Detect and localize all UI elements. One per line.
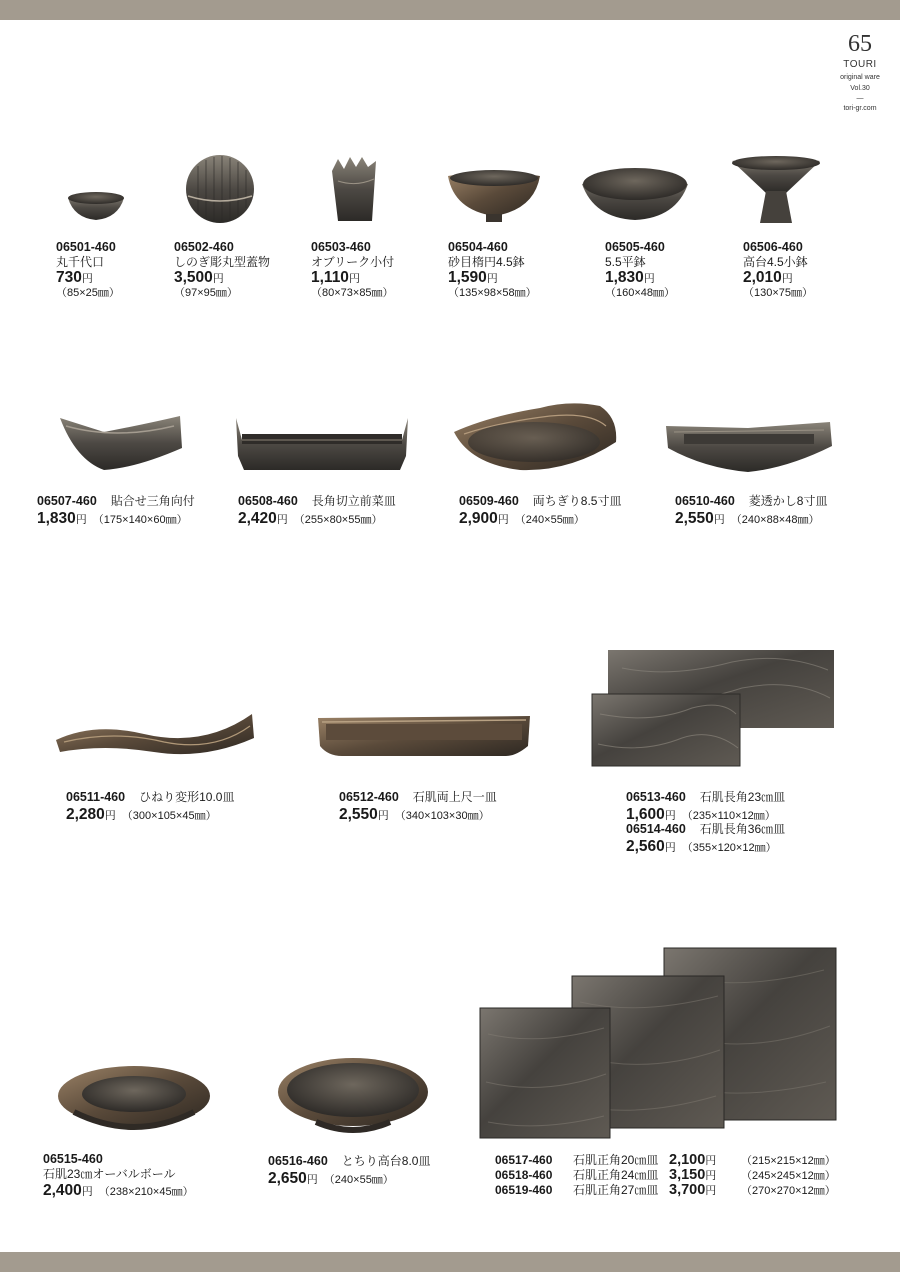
product-image-06509 (450, 398, 620, 478)
product-name: 菱透かし8寸皿 (748, 494, 828, 508)
product-size: （240×55㎜） (323, 1174, 394, 1186)
product-name: とちり高台8.0皿 (341, 1154, 431, 1168)
product-06512 (339, 788, 497, 824)
product-price: 2,550円 (339, 806, 389, 823)
brand-subtitle: original ware (840, 74, 880, 81)
product-code: 06519-460 (495, 1183, 553, 1197)
product-06504 (448, 240, 537, 300)
product-image-06504 (446, 166, 542, 228)
product-image-06508 (234, 416, 410, 472)
product-name: 石肌正角27㎝皿 (573, 1183, 659, 1197)
page-number: 65 (848, 31, 872, 57)
product-size: （130×75㎜） (743, 287, 814, 299)
product-image-06515 (56, 1062, 212, 1136)
product-size: （255×80×55㎜） (293, 514, 383, 526)
product-06501 (56, 240, 120, 300)
product-name: 5.5平鉢 (605, 255, 646, 269)
product-price: 1,110円 (311, 269, 360, 286)
product-size: （245×245×12㎜） (741, 1170, 836, 1182)
product-image-06502 (184, 152, 256, 228)
product-price: 1,590円 (448, 269, 498, 286)
product-image-06503 (328, 155, 380, 225)
product-price: 3,500円 (174, 269, 224, 286)
product-size: （270×270×12㎜） (741, 1185, 836, 1197)
product-price: 2,420円 (238, 510, 288, 527)
product-code: 06509-460 (459, 494, 519, 508)
product-size: （175×140×60㎜） (92, 514, 188, 526)
product-size: （235×110×12㎜） (681, 810, 776, 822)
brand-name: TOURI (843, 59, 877, 70)
product-name: 長角切立前菜皿 (311, 494, 396, 508)
product-image-06510 (664, 420, 834, 474)
product-06506 (743, 240, 813, 300)
top-band (0, 0, 900, 20)
product-image-06501 (66, 188, 126, 224)
product-size: （97×95㎜） (174, 287, 238, 299)
product-name: しのぎ彫丸型蓋物 (174, 255, 271, 269)
product-size: （135×98×58㎜） (448, 287, 537, 299)
product-image-06511 (54, 712, 258, 760)
product-size: （240×55㎜） (514, 514, 585, 526)
product-price: 2,100円 (669, 1152, 717, 1168)
product-06503 (311, 240, 394, 300)
product-name: 高台4.5小鉢 (743, 255, 808, 269)
product-code: 06516-460 (268, 1154, 328, 1168)
product-06508 (238, 492, 396, 528)
catalog-volume: Vol.30 (850, 85, 870, 92)
product-price: 2,900円 (459, 510, 509, 527)
product-image-06513-06514 (592, 648, 836, 768)
product-code: 06510-460 (675, 494, 735, 508)
product-price: 2,280円 (66, 806, 116, 823)
product-code: 06502-460 (174, 240, 234, 254)
product-name: 石肌正角20㎝皿 (573, 1153, 659, 1167)
product-06513 (626, 788, 785, 824)
product-06515 (43, 1152, 194, 1200)
product-06514 (626, 820, 785, 856)
product-name: 石肌長角36㎝皿 (699, 822, 786, 836)
product-image-06506 (730, 155, 822, 227)
product-06519 (495, 1182, 836, 1197)
page-info (828, 30, 892, 114)
product-code: 06501-460 (56, 240, 116, 254)
product-price: 730円 (56, 269, 93, 286)
product-code: 06507-460 (37, 494, 97, 508)
product-price: 2,550円 (675, 510, 725, 527)
product-price: 2,010円 (743, 269, 793, 286)
product-code: 06512-460 (339, 790, 399, 804)
product-size: （80×73×85㎜） (311, 287, 394, 299)
product-name: 石肌23㎝オーバルボール (43, 1167, 176, 1181)
product-code: 06518-460 (495, 1168, 553, 1182)
product-code: 06517-460 (495, 1153, 553, 1167)
product-size: （160×48㎜） (605, 287, 676, 299)
product-06509 (459, 492, 621, 528)
product-list-square-plates (495, 1152, 836, 1197)
product-image-06505 (580, 164, 690, 226)
product-name: 丸千代口 (56, 255, 105, 269)
divider-dash: — (856, 95, 864, 102)
product-name: 石肌両上尺一皿 (412, 790, 497, 804)
product-size: （340×103×30㎜） (394, 810, 490, 822)
product-name: 砂目楕円4.5鉢 (448, 255, 525, 269)
product-price: 3,150円 (669, 1167, 717, 1183)
product-code: 06505-460 (605, 240, 665, 254)
product-06511 (66, 788, 234, 824)
product-code: 06508-460 (238, 494, 298, 508)
product-name: オブリーク小付 (311, 255, 395, 269)
product-06502 (174, 240, 270, 300)
product-image-06512 (316, 714, 532, 758)
product-code: 06513-460 (626, 790, 686, 804)
product-name: 石肌長角23㎝皿 (699, 790, 786, 804)
product-size: （300×105×45㎜） (121, 810, 217, 822)
product-06517 (495, 1152, 836, 1167)
product-code: 06511-460 (66, 790, 126, 804)
product-code: 06503-460 (311, 240, 371, 254)
product-price: 1,600円 (626, 806, 676, 823)
product-code: 06504-460 (448, 240, 508, 254)
product-image-06516 (276, 1056, 430, 1138)
product-code: 06514-460 (626, 822, 686, 836)
product-06510 (675, 492, 827, 528)
product-image-06507 (56, 412, 186, 474)
product-size: （215×215×12㎜） (741, 1155, 836, 1167)
product-name: 貼合せ三角向付 (110, 494, 195, 508)
product-06505 (605, 240, 675, 300)
product-name: 石肌正角24㎝皿 (573, 1168, 659, 1182)
product-name: 両ちぎり8.5寸皿 (532, 494, 622, 508)
product-price: 2,560円 (626, 838, 676, 855)
product-06518 (495, 1167, 836, 1182)
product-price: 1,830円 (605, 269, 655, 286)
product-size: （355×120×12㎜） (681, 842, 777, 854)
product-price: 2,400円 (43, 1182, 93, 1199)
product-size: （85×25㎜） (56, 287, 120, 299)
product-code: 06515-460 (43, 1152, 103, 1166)
product-name: ひねり変形10.0皿 (139, 790, 235, 804)
product-size: （238×210×45㎜） (98, 1186, 194, 1198)
product-image-06517-06519 (480, 946, 838, 1140)
product-size: （240×88×48㎜） (730, 514, 820, 526)
website-url: tori-gr.com (843, 105, 877, 112)
product-price: 1,830円 (37, 510, 87, 527)
product-price: 3,700円 (669, 1182, 717, 1198)
bottom-band (0, 1252, 900, 1272)
product-06507 (37, 492, 195, 528)
product-price: 2,650円 (268, 1170, 318, 1187)
product-code: 06506-460 (743, 240, 803, 254)
product-06516 (268, 1152, 430, 1188)
